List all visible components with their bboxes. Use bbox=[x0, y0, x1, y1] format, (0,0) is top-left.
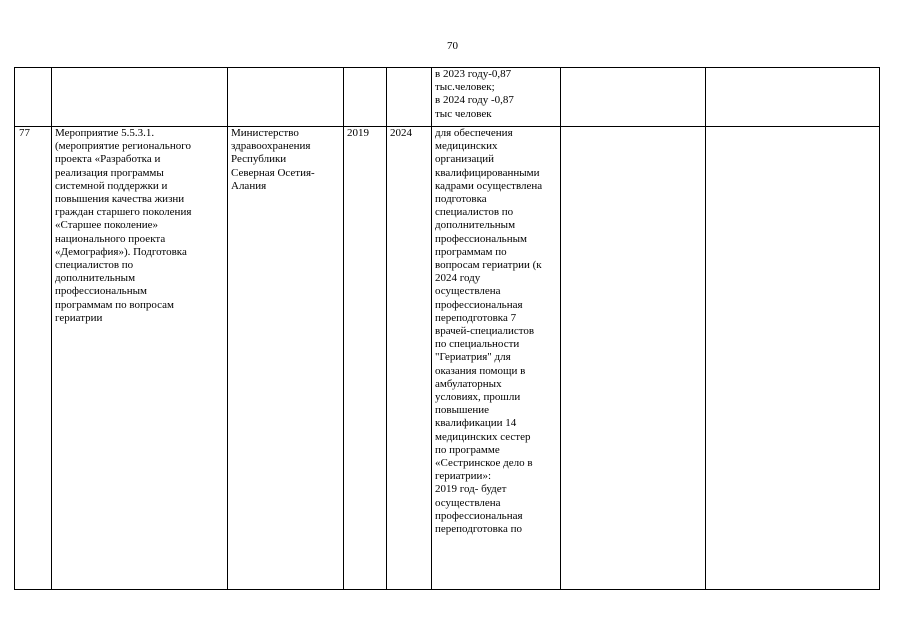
row-number-cell: 77 bbox=[15, 127, 52, 590]
measures-table bbox=[14, 67, 880, 590]
row-number-cell bbox=[15, 68, 52, 127]
empty-cell-7 bbox=[561, 68, 706, 127]
start-year-cell: 2019 bbox=[344, 127, 387, 590]
executor-cell bbox=[228, 68, 344, 127]
table-row bbox=[15, 68, 880, 127]
start-year-cell bbox=[344, 68, 387, 127]
executor-cell: Министерство здравоохранения Республики Северная Осетия- Алания bbox=[228, 127, 344, 590]
activity-cell: Мероприятие 5.5.3.1. (мероприятие регионального проекта «Разработка и реализация программы системной поддержки и повышения качества жизни граждан старшего поколения «Старшее поколение» национального проекта «Демография»). Подготовка специалистов по дополнительным профессиональным программам по вопросам гериатрии bbox=[52, 127, 228, 590]
page-number: 70 bbox=[447, 40, 458, 52]
empty-cell-7 bbox=[561, 127, 706, 590]
empty-cell-8 bbox=[706, 127, 880, 590]
table-row bbox=[15, 127, 880, 590]
activity-cell bbox=[52, 68, 228, 127]
empty-cell-8 bbox=[706, 68, 880, 127]
end-year-cell bbox=[387, 68, 432, 127]
expected-result-cell: для обеспечения медицинских организаций квалифицированными кадрами осуществлена подготовка специалистов по дополнительным профессиональным программам по вопросам гериатрии (к 2024 году осуществлена профессиональная переподготовка 7 врачей-специалистов по специальности "Гериатрия" для оказания помощи в амбулаторных условиях, прошли повышение квалификации 14 медицинских сестер по программе «Сестринское дело в гериатрии»: 2019 год- будет осуществлена профессиональная переподготовка по bbox=[432, 127, 561, 590]
end-year-cell: 2024 bbox=[387, 127, 432, 590]
expected-result-cell: в 2023 году-0,87 тыс.человек; в 2024 году -0,87 тыс человек bbox=[432, 68, 561, 127]
